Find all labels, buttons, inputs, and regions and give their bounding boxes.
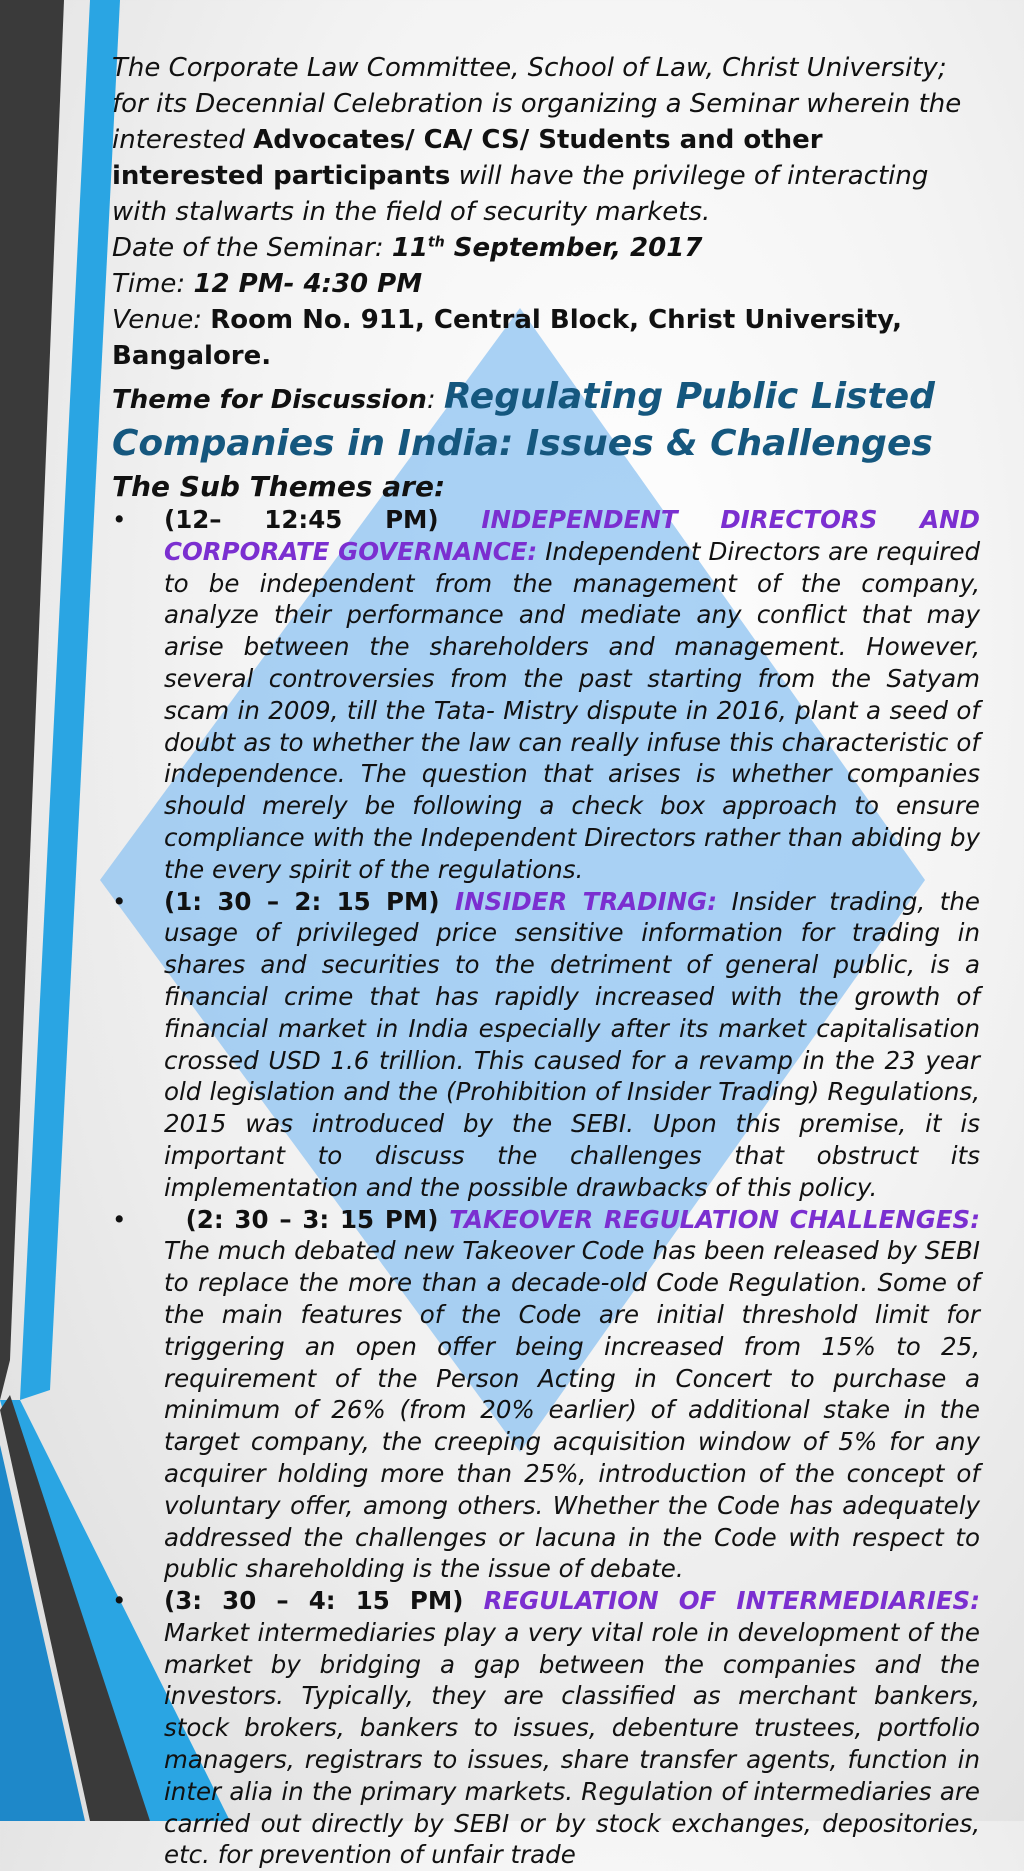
intro-text-start: The Corporate Law Committee, School of Law, Christ University; for its Decennial Celebration is organizing a Seminar wherein the interested [112,53,962,155]
date-rest: September, 2017 [444,233,703,263]
sub-theme-time: (3: 30 – 4: 15 PM) [164,1586,484,1616]
theme-colon: : [426,385,444,415]
document-body [112,50,980,1871]
time-label: Time: [112,269,194,299]
sub-theme-item [112,504,980,886]
theme-line [112,374,980,468]
intro-text-end: will have the privilege of interacting with stalwarts in the field of security markets. [112,161,929,227]
theme-title: Regulating Public Listed Companies in India: Issues & Challenges [112,376,935,464]
seminar-date [112,230,980,266]
sub-theme-title: TAKEOVER REGULATION CHALLENGES: [449,1204,981,1234]
time-value: 12 PM- 4:30 PM [193,269,423,299]
bullet-icon: • [112,1586,127,1616]
sub-theme-list [112,504,980,1871]
seminar-venue [112,302,980,374]
sub-theme-body: The much debated new Takeover Code has been released by SEBI to replace the more than a decade-old Code Regulation. Some of the main features of the Code are initial threshold limit for triggering an open offer being increased from 15% to 25, requirement of the Person Acting in Concert to purchase a minimum of 26% (from 20% earlier) of additional stake in the target company, the creeping acquisition window of 5% for any acquirer holding more than 25%, introduction of the concept of voluntary offer, among others. Whether the Code has adequately addressed the challenges or lacuna in the Code with respect to public shareholding is the issue of debate. [164,1236,980,1584]
sub-theme-item [112,1204,980,1586]
sub-themes-heading: The Sub Themes are: [112,470,446,503]
venue-label: Venue: [112,305,211,335]
sub-theme-body: Insider trading, the usage of privileged price sensitive information for trading in shares and securities to the detriment of general public, is a financial crime that has rapidly increased with the growth of financial market in India especially after its market capitalisation crossed USD 1.6 trillion. This caused for a revamp in the 23 year old legislation and the (Prohibition of Insider Trading) Regulations, 2015 was introduced by the SEBI. Upon this premise, it is important to discuss the challenges that obstruct its implementation and the possible drawbacks of this policy. [164,886,980,1202]
theme-label: Theme for Discussion [112,385,427,415]
intro-audience: Advocates/ CA/ CS/ Students and other interested participants [112,125,823,191]
venue-value: Room No. 911, Central Block, Christ University, Bangalore. [112,305,902,371]
intro-paragraph [112,50,980,230]
sub-theme-time: (2: 30 – 3: 15 PM) [164,1204,450,1234]
bullet-icon: • [112,505,127,534]
sub-theme-time: (12– 12:45 PM) [164,505,482,534]
sub-theme-item [112,886,980,1204]
sub-theme-body: Independent Directors are required to be independent from the management of the company, analyze their performance and mediate any conflict that may arise between the shareholders and management. However, several controversies from the past starting from the Satyam scam in 2009, till the Tata- Mistry dispute in 2016, plant a seed of doubt as to whether the law can really infuse this characteristic of independence. The question that arises is whether companies should merely be following a check box approach to ensure compliance with the Independent Directors rather than abiding by the every spirit of the regulations. [164,536,980,884]
bullet-icon: • [112,886,127,916]
sub-theme-title: REGULATION OF INTERMEDIARIES: [483,1586,980,1616]
sub-theme-title: INDEPENDENT DIRECTORS AND CORPORATE GOVERNANCE: [164,505,980,566]
date-suffix: th [428,234,445,251]
sub-theme-time: (1: 30 – 2: 15 PM) [164,886,455,916]
sub-theme-title: INSIDER TRADING: [454,886,718,916]
sub-theme-body: Market intermediaries play a very vital role in development of the market by bridging a gap between the companies and the investors. Typically, they are classified as merchant bankers, stock brokers, bankers to issues, debenture trustees, portfolio managers, registrars to issues, share transfer agents, function in inter alia in the primary markets. Regulation of intermediaries are carried out directly by SEBI or by stock exchanges, depositories, etc. for prevention of unfair trade [164,1617,980,1870]
seminar-time [112,266,980,302]
sub-theme-item [112,1585,980,1871]
date-label: Date of the Seminar: [112,233,392,263]
bullet-icon: • [112,1204,127,1234]
date-day: 11 [391,233,429,263]
